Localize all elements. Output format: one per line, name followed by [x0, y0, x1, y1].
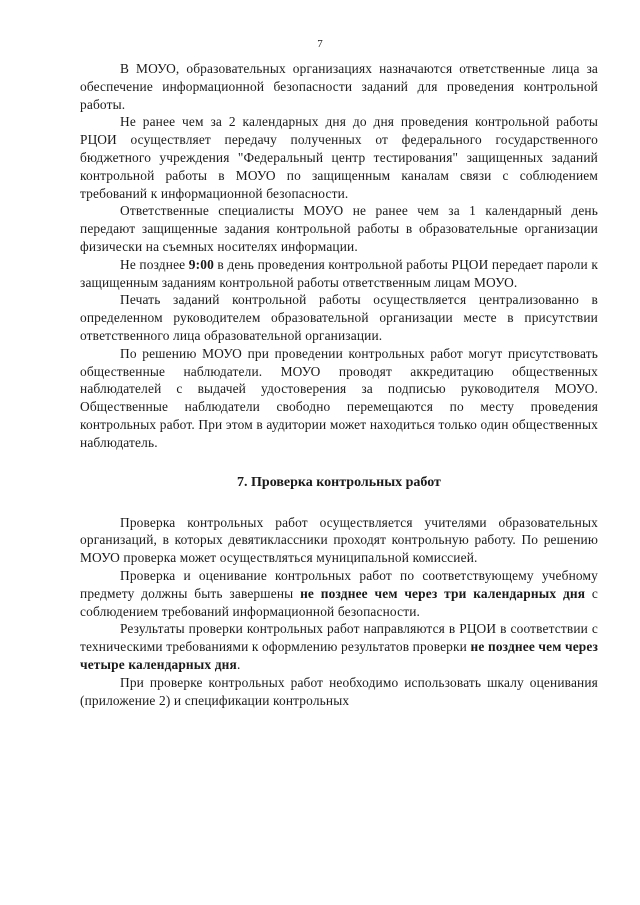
paragraph — [80, 202, 598, 255]
paragraph — [80, 567, 598, 620]
paragraph-text: с соблюдением требований информационной безопасности. — [80, 585, 598, 619]
paragraph-text: Проверка контрольных работ осуществляется учителями образовательных организаций, в которых девятиклассники проходят контрольную работу. По решению МОУО проверка может осуществляться муниципальной комиссией. — [80, 514, 598, 566]
paragraph-text: По решению МОУО при проведении контрольных работ могут присутствовать общественные наблюдатели. МОУО проводят аккредитацию общественных наблюдателей с выдачей удостоверения за подписью руководителя МОУО. Общественные наблюдатели свободно перемещаются по месту проведения контрольных работ. При этом в аудитории может находиться только один общественных наблюдатель. — [80, 345, 598, 450]
paragraph-text: При проверке контрольных работ необходимо использовать шкалу оценивания (приложение 2) и спецификации контрольных — [80, 674, 598, 708]
bold-text: не позднее чем через четыре календарных дня — [80, 639, 599, 672]
paragraph — [80, 291, 598, 344]
page-number: 7 — [317, 38, 323, 50]
paragraph — [80, 345, 598, 452]
paragraph — [80, 256, 598, 292]
paragraphs-before-heading — [80, 60, 598, 452]
paragraph — [80, 674, 598, 710]
paragraph-text: Не ранее чем за 2 календарных дня до дня проведения контрольной работы РЦОИ осуществляет передачу полученных от федерального государственного бюджетного учреждения "Федеральный центр тестирования" защищенных заданий контрольной работы в МОУО по защищенным каналам связи с соблюдением требований к информационной безопасности. — [80, 114, 598, 201]
paragraph-text: В МОУО, образовательных организациях назначаются ответственные лица за обеспечение информационной безопасности заданий для проведения контрольной работы. — [80, 61, 598, 112]
paragraphs-after-heading — [80, 514, 598, 710]
paragraph-text: Ответственные специалисты МОУО не ранее чем за 1 календарный день передают защищенные задания контрольной работы в образовательные организации физически на съемных носителях информации. — [80, 203, 598, 254]
paragraph-text: Печать заданий контрольной работы осуществляется централизованно в определенном руководителем образовательной организации месте в присутствии ответственного лица образовательной организации. — [80, 292, 598, 343]
paragraph-text: Результаты проверки контрольных работ направляются в РЦОИ в соответствии с техническими требованиями к оформлению результатов проверки — [80, 621, 598, 655]
paragraph — [80, 514, 598, 567]
section-heading: 7. Проверка контрольных работ — [237, 474, 441, 490]
paragraph — [80, 113, 598, 202]
bold-text: не позднее чем через три календарных дня — [300, 585, 586, 601]
paragraph-text: . — [236, 656, 241, 672]
bold-text: 9:00 — [188, 256, 214, 272]
paragraph — [80, 620, 598, 673]
document-body — [80, 60, 598, 709]
paragraph-text: Не позднее — [120, 256, 189, 272]
paragraph-text: Проверка и оценивание контрольных работ по соответствующему учебному предмету должны быть завершены — [80, 567, 598, 601]
paragraph — [80, 60, 598, 113]
paragraph-text: в день проведения контрольной работы РЦОИ передает пароли к защищенным заданиям контрольной работы ответственным лицам МОУО. — [80, 256, 598, 290]
